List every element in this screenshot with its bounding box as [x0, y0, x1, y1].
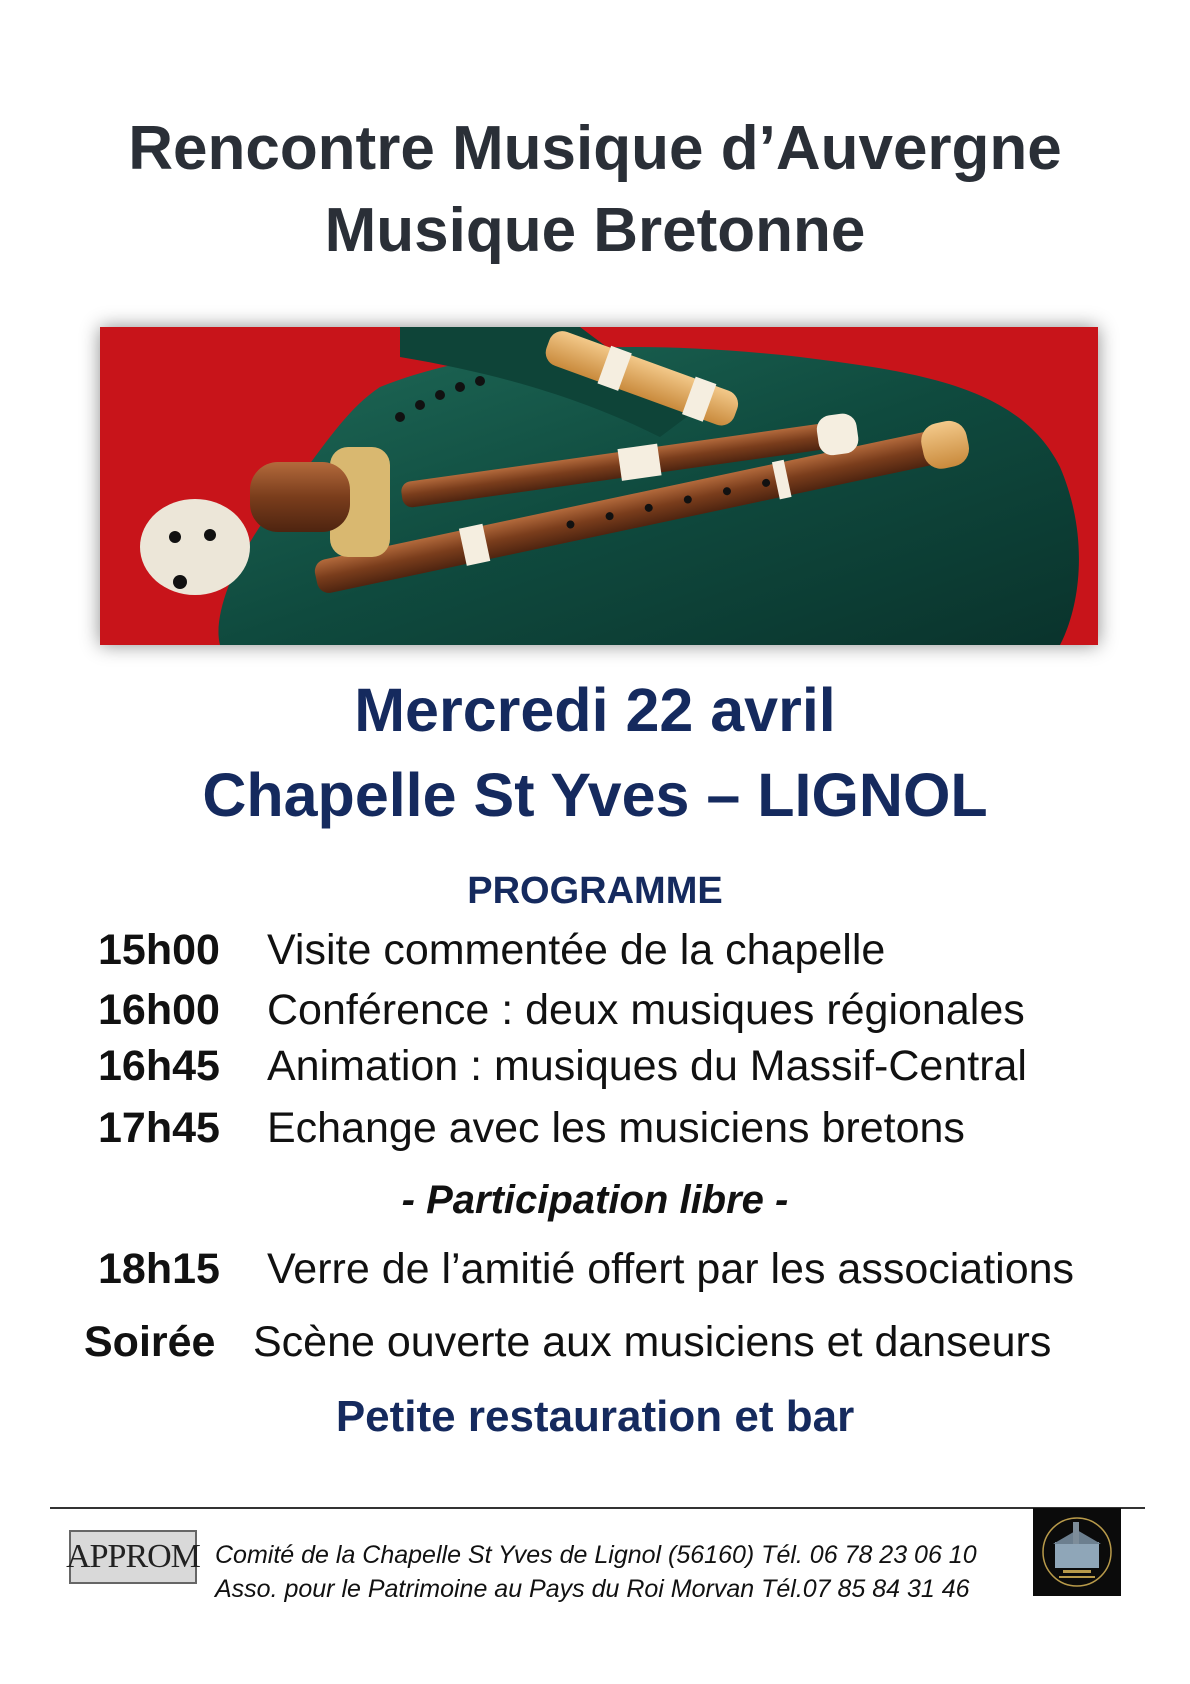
footer-divider: [50, 1507, 1145, 1509]
approm-logo-text: APPROM: [66, 1538, 200, 1575]
programme-activity: Echange avec les musiciens bretons: [267, 1104, 965, 1152]
programme-time: 16h45: [98, 1042, 220, 1090]
event-place: Chapelle St Yves – LIGNOL: [202, 761, 988, 829]
participation-note: - Participation libre -: [401, 1178, 789, 1222]
poster-title-line-2: Musique Bretonne: [324, 196, 866, 265]
programme-time: 16h00: [98, 986, 220, 1034]
poster-title-line-1: Rencontre Musique d’Auvergne: [128, 114, 1062, 183]
chapel-logo: [1033, 1508, 1121, 1596]
programme-activity: Visite commentée de la chapelle: [267, 926, 886, 974]
programme-time: 17h45: [98, 1104, 220, 1152]
programme-activity: Verre de l’amitié offert par les associations: [267, 1245, 1075, 1293]
footer-contact-line-1: Comité de la Chapelle St Yves de Lignol (56160) Tél. 06 78 23 06 10: [215, 1541, 977, 1569]
programme-time: 18h15: [98, 1245, 220, 1293]
programme-heading: PROGRAMME: [467, 870, 723, 912]
footer-contact-line-2: Asso. pour le Patrimoine au Pays du Roi Morvan Tél.07 85 84 31 46: [215, 1575, 970, 1603]
bagpipe-photo: [100, 327, 1098, 645]
programme-activity: Animation : musiques du Massif-Central: [267, 1042, 1027, 1090]
approm-logo: [66, 1530, 200, 1584]
food-and-bar-note: Petite restauration et bar: [335, 1392, 855, 1441]
event-date: Mercredi 22 avril: [354, 676, 836, 744]
programme-activity: Conférence : deux musiques régionales: [267, 986, 1025, 1034]
programme-time: 15h00: [98, 926, 220, 974]
programme-activity: Scène ouverte aux musiciens et danseurs: [253, 1318, 1052, 1366]
programme-time: Soirée: [84, 1318, 216, 1366]
